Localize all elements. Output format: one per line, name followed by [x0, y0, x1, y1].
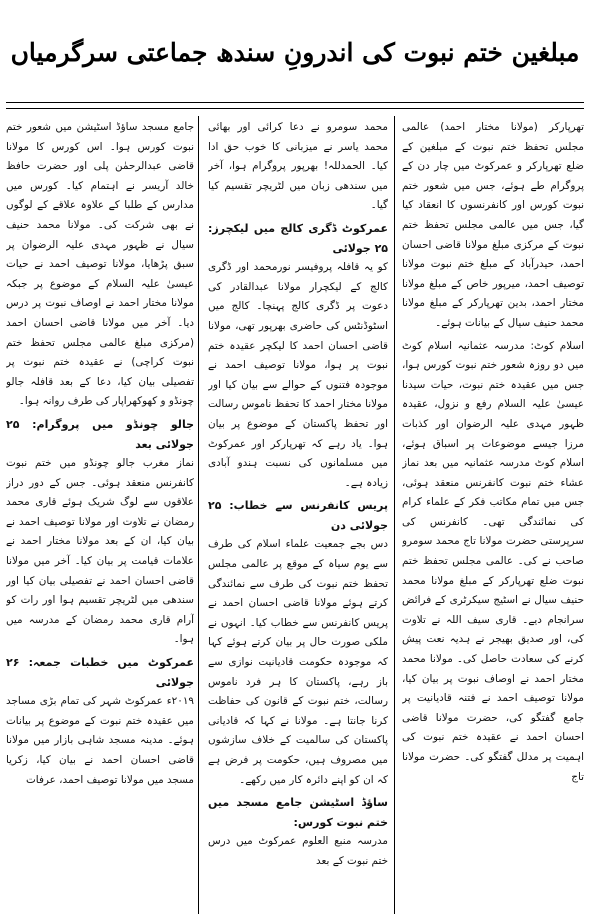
headline	[0, 0, 590, 104]
article-paragraph: محمد سومرو نے دعا کرائی اور بھائی محمد یاسر نے میزبانی کا خوب حق ادا کیا۔ الحمدللہ! بھرپور پروگرام ہوا، آخر میں سندھی زبان میں لٹریچر تقسیم کیا گیا۔	[208, 121, 388, 212]
headline-rule-top	[6, 102, 584, 103]
section-heading: عمرکوٹ ڈگری کالج میں لیکچرز: ۲۵ جولائی	[208, 221, 388, 255]
article-paragraph: تھرپارکر (مولانا مختار احمد) عالمی مجلس تحفظ ختم نبوت کے مبلغین کے ضلع تھرپارکر و عمرکوٹ میں چار دن کے پروگرام طے ہوئے، جس میں شعور ختم نبوت کورس اور کانفرنسوں کا انعقاد کیا گیا، جس میں عالمی مجلس تحفظ ختم نبوت کے مرکزی مبلغ مولانا قاضی احسان احمد، حیدرآباد کے مبلغ ختم نبوت مولانا توصیف احمد، میرپور خاص کے مبلغ مولانا مختار احمد، بدین تھرپارکر کے مبلغ مولانا محمد حنیف سیال کے بیانات ہوئے۔	[402, 121, 584, 329]
article-paragraph: کو یہ قافلہ پروفیسر نورمحمد اور ڈگری کالج کے لیکچرار مولانا عبدالقادر کی دعوت پر ڈگری کالج پہنچا۔ کالج میں اسٹوڈنٹس کی حاضری بھرپور تھی، مولانا قاضی احسان احمد کا لیکچر عقیدہ ختم نبوت پر ہوا، مولانا توصیف احمد نے موجودہ فتنوں کے حوالے سے بیان کیا اور مولانا مختار احمد کا تحفظ ناموس رسالت اور تحفظ پاکستان کے موضوع پر بیان ہوا۔ یاد رہے کہ تھرپارکر اور عمرکوٹ میں مسلمانوں کی نسبت ہندو آبادی زیادہ ہے۔	[208, 261, 388, 489]
column-divider	[394, 116, 395, 914]
column-divider	[198, 116, 199, 914]
headline-text: مبلغین ختم نبوت کی اندرونِ سندھ جماعتی سرگرمیاں	[10, 37, 580, 67]
article-paragraph: مدرسہ منبع العلوم عمرکوٹ میں درس ختم نبوت کے بعد	[208, 835, 388, 867]
article-paragraph: اسلام کوٹ: مدرسہ عثمانیہ اسلام کوٹ میں دو روزہ شعور ختم نبوت کورس ہوا، جس میں عقیدہ ختم نبوت، حیات سیدنا عیسیٰ علیہ السلام رفع و نزول، عقیدہ ظہور مہدی علیہ الرضوان اور کذبات مرزا جیسے موضوعات پر اسباق ہوئے، اسلام کوٹ مدرسہ عثمانیہ میں بعد نماز عشاء ختم نبوت کانفرنس منعقد ہوئی، جس میں تمام مکاتب فکر کے علماء کرام کی نمائندگی تھی۔ کانفرنس کی سرپرستی حضرت مولانا تاج محمد سومرو صاحب نے کی۔ عالمی مجلس تحفظ ختم نبوت ضلع تھرپارکر کے مبلغ مولانا محمد حنیف سیال نے اسٹیج سیکرٹری کے فرائض سرانجام دیے۔ قاری سیف اللہ نے تلاوت کی، اور صدیق بھیجر نے ہدیہ نعت پیش کرنے کی سعادت حاصل کی۔ مولانا محمد مختار احمد نے اوصاف نبوت پر بیان کیا، مولانا توصیف احمد نے فتنہ قادیانیت پر جامع گفتگو کی، حضرت مولانا قاضی احسان احمد نے عقیدہ ختم نبوت کی اہمیت پر مدلل گفتگو کی۔ حضرت مولانا تاج	[402, 339, 584, 783]
section-heading: عمرکوٹ میں خطبات جمعہ: ۲۶ جولائی	[6, 656, 194, 689]
article-paragraph: نماز مغرب جالو چونڈو میں ختم نبوت کانفرنس منعقد ہوئی۔ جس کے دور دراز علاقوں سے لوگ شریک ہوئے قاری محمد رمضان نے تلاوت اور مولانا توصیف احمد نے بیان کیا، ان کے بعد مولانا مختار احمد نے علامات قیامت پر بیان کیا۔ آخر میں مولانا قاضی احسان احمد نے تفصیلی بیان کیا اور سندھی میں لٹریچر تقسیم ہوا اور رات کو آرام قاری محمد رمضان کے مدرسہ میں ہوا۔	[6, 457, 194, 646]
article-paragraph: جامع مسجد ساؤڈ اسٹیشن میں شعور ختم نبوت کورس ہوا۔ اس کورس کا مولانا قاضی عبدالرحمٰن پلی اور حضرت حافظ خالد آریسر نے اہتمام کیا۔ کورس میں مدارس کے طلبا کے علاوہ علاقے کے لوگوں نے بھی شرکت کی۔ مولانا محمد حنیف سیال نے ظہور مہدی علیہ الرضوان پر سبق پڑھایا، مولانا توصیف احمد نے حیات عیسیٰ علیہ السلام کے موضوع پر جبکہ مولانا مختار احمد نے اوصاف نبوت پر درس دیا۔ آخر میں مولانا قاضی احسان احمد (مرکزی مبلغ عالمی مجلس تحفظ ختم نبوت کراچی) نے عقیدہ ختم نبوت پر تفصیلی بیان کیا، دعا کے بعد قافلہ جالو چونڈو و کھوکھراپار کی طرف روانہ ہوا۔	[6, 121, 194, 408]
article-column-3	[6, 118, 194, 914]
article-column-2	[208, 118, 388, 914]
section-heading: ساؤڈ اسٹیشن جامع مسجد میں ختم نبوت کورس:	[208, 796, 388, 829]
article-column-1	[402, 118, 584, 914]
article-paragraph: دس بجے جمعیت علماء اسلام کی طرف سے یوم سیاہ کے موقع پر عالمی مجلس تحفظ ختم نبوت کی طرف سے نمائندگی کرتے ہوئے مولانا قاضی احسان احمد نے پریس کانفرنس سے خطاب کیا۔ انہوں نے ملکی صورت حال پر بیان کرتے ہوئے کہا کہ موجودہ حکومت قادیانیت نوازی سے باز رہے، پاکستان کا ہر فرد ناموس رسالت، ختم نبوت کے قانون کی حفاظت کرنا جانتا ہے۔ مولانا نے کہا کہ قادیانی پاکستان کی سالمیت کے خلاف سازشوں میں مصروف ہیں، حکومت پر فرض ہے کہ ان کو اپنے دائرہ کار میں رکھے۔	[208, 538, 388, 786]
headline-rule-bottom	[6, 108, 584, 109]
section-heading: پریس کانفرنس سے خطاب: ۲۵ جولائی دن	[208, 499, 388, 532]
section-heading: جالو چونڈو میں پروگرام: ۲۵ جولائی بعد	[6, 417, 194, 451]
article-paragraph: ۲۰۱۹ء عمرکوٹ شہر کی تمام بڑی مساجد میں عقیدہ ختم نبوت کے موضوع پر بیانات ہوئے۔ مدینہ مسجد شاہی بازار میں مولانا قاضی احسان احمد نے بیان کیا، زکریا مسجد میں مولانا توصیف احمد، عرفات	[6, 695, 194, 786]
